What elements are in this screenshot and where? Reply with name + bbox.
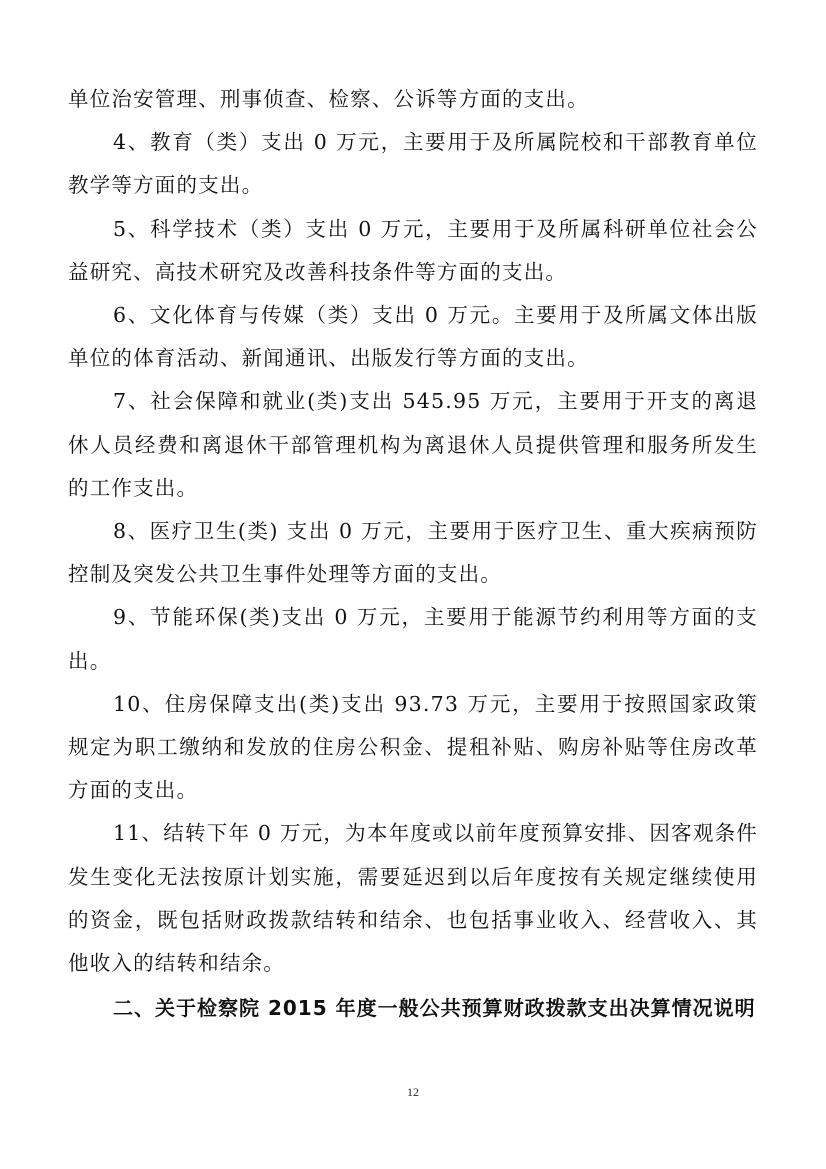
document-body	[68, 78, 758, 1031]
paragraph-education: 4、教育（类）支出 0 万元，主要用于及所属院校和干部教育单位教学等方面的支出。	[68, 130, 758, 198]
paragraph-carryover: 11、结转下年 0 万元，为本年度或以前年度预算安排、因客观条件发生变化无法按原计划实施，需要延迟到以后年度按有关规定继续使用的资金，既包括财政拨款结转和结余、也包括事业收入、经营收入、其他收入的结转和结余。	[68, 821, 758, 976]
paragraph-science-technology: 5、科学技术（类）支出 0 万元，主要用于及所属科研单位社会公益研究、高技术研究及改善科技条件等方面的支出。	[68, 216, 758, 284]
page-number: 12	[407, 1085, 419, 1099]
paragraph-culture-sports-media: 6、文化体育与传媒（类）支出 0 万元。主要用于及所属文体出版单位的体育活动、新闻通讯、出版发行等方面的支出。	[68, 303, 758, 371]
paragraph-public-security-continued: 单位治安管理、刑事侦查、检察、公诉等方面的支出。	[68, 87, 589, 111]
paragraph-housing-security: 10、住房保障支出(类)支出 93.73 万元，主要用于按照国家政策规定为职工缴纳和发放的住房公积金、提租补贴、购房补贴等住房改革方面的支出。	[68, 691, 758, 803]
paragraph-social-security: 7、社会保障和就业(类)支出 545.95 万元，主要用于开支的离退休人员经费和离退休干部管理机构为离退休人员提供管理和服务所发生的工作支出。	[68, 389, 758, 500]
paragraph-medical-health: 8、医疗卫生(类) 支出 0 万元，主要用于医疗卫生、重大疾病预防控制及突发公共卫生事件处理等方面的支出。	[68, 519, 758, 587]
paragraph-energy-environment: 9、节能环保(类)支出 0 万元，主要用于能源节约利用等方面的支出。	[68, 605, 758, 673]
section-heading: 二、关于检察院 2015 年度一般公共预算财政拨款支出决算情况说明	[113, 996, 756, 1021]
